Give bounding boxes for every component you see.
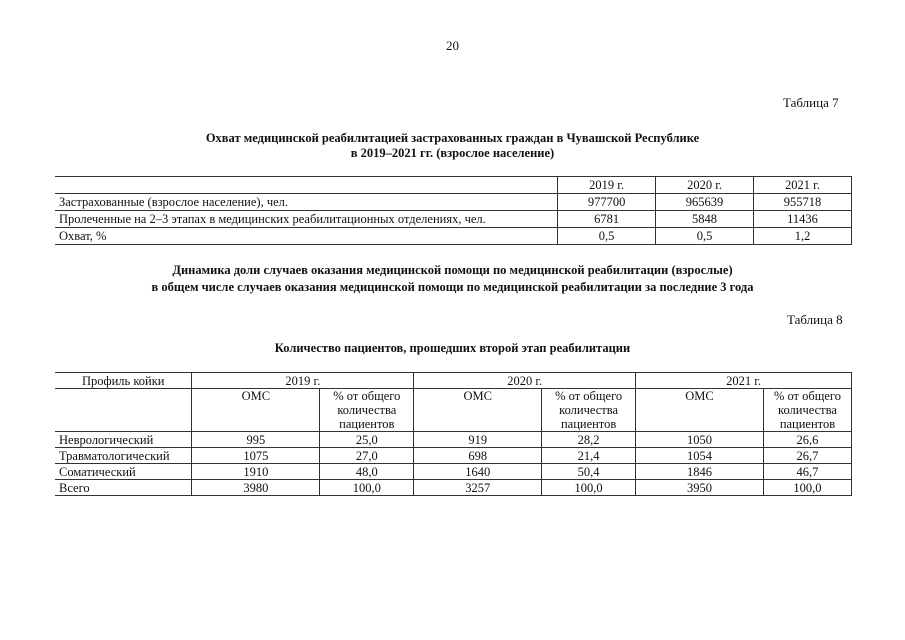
table-cell: 965639 [656,194,754,211]
percent-header-line1: % от общего [555,389,623,403]
table7-label: Таблица 7 [783,95,839,110]
percent-header-line2: количества [778,403,837,417]
table-cell: 1640 [414,464,542,480]
table7-title-line1: Охват медицинской реабилитацией застрахованных граждан в Чувашской Республике [205,131,700,145]
year-header: 2020 г. [656,177,754,194]
year-header: 2021 г. [636,373,852,389]
table-cell: 11436 [754,211,852,228]
table-cell: 3980 [192,480,320,496]
table-cell: 955718 [754,194,852,211]
year-header: 2019 г. [558,177,656,194]
table-header-row [55,177,852,194]
table-cell: 0,5 [656,228,754,245]
percent-header-line3: пациентов [339,417,395,431]
table-row [55,194,852,211]
table-cell: 100,0 [320,480,414,496]
page-number: 20 [446,38,459,53]
percent-header [763,389,851,432]
table-cell: 919 [414,432,542,448]
table-header-row [55,373,852,389]
table-cell: 1846 [636,464,764,480]
table-cell: 46,7 [763,464,851,480]
table7-title [0,131,905,161]
table-cell: 100,0 [763,480,851,496]
row-label: Застрахованные (взрослое население), чел. [55,194,558,211]
table8-label: Таблица 8 [787,312,843,327]
percent-header [542,389,636,432]
table-row [55,211,852,228]
table-cell: 977700 [558,194,656,211]
table-row [55,228,852,245]
table-cell: 0,5 [558,228,656,245]
percent-header-line2: количества [559,403,619,417]
table-cell: 26,6 [763,432,851,448]
row-label: Травматологический [55,448,192,464]
table-cell: 1,2 [754,228,852,245]
table-cell: 6781 [558,211,656,228]
table-row [55,464,852,480]
table-subheader-row [55,389,852,432]
row-label: Охват, % [55,228,558,245]
table-row [55,448,852,464]
table-cell: 995 [192,432,320,448]
table7-title-line2: в 2019–2021 гг. (взрослое население) [350,146,555,160]
year-header: 2019 г. [192,373,414,389]
table-cell: 5848 [656,211,754,228]
table-cell: 48,0 [320,464,414,480]
percent-header-line1: % от общего [333,389,401,403]
table-cell: 698 [414,448,542,464]
table-cell: 27,0 [320,448,414,464]
year-header: 2021 г. [754,177,852,194]
table-row [55,480,852,496]
year-header: 2020 г. [414,373,636,389]
subheader-empty-cell [55,389,192,432]
profile-header: Профиль койки [55,373,192,389]
percent-header-line1: % от общего [773,389,841,403]
table-cell: 50,4 [542,464,636,480]
oms-header: ОМС [414,389,542,432]
table-cell: 1054 [636,448,764,464]
header-empty-cell [55,177,558,194]
table-cell: 25,0 [320,432,414,448]
table8-title: Количество пациентов, прошедших второй этап реабилитации [274,341,631,355]
row-label: Всего [55,480,192,496]
table-cell: 28,2 [542,432,636,448]
table-cell: 26,7 [763,448,851,464]
row-label: Неврологический [55,432,192,448]
section-heading [0,262,905,296]
section-heading-line1: Динамика доли случаев оказания медицинской помощи по медицинской реабилитации (взрослые) [172,263,733,277]
table-cell: 100,0 [542,480,636,496]
oms-header: ОМС [636,389,764,432]
oms-header: ОМС [192,389,320,432]
percent-header-line3: пациентов [560,417,617,431]
table-cell: 1050 [636,432,764,448]
percent-header [320,389,414,432]
percent-header-line3: пациентов [779,417,836,431]
row-label: Соматический [55,464,192,480]
row-label: Пролеченные на 2–3 этапах в медицинских реабилитационных отделениях, чел. [55,211,558,228]
coverage-table [55,176,852,245]
section-heading-line2: в общем числе случаев оказания медицинской помощи по медицинской реабилитации за последние 3 года [151,280,754,294]
patients-table [55,372,852,496]
table-row [55,432,852,448]
table-cell: 3950 [636,480,764,496]
table-cell: 3257 [414,480,542,496]
percent-header-line2: количества [337,403,397,417]
table-cell: 1910 [192,464,320,480]
table-cell: 1075 [192,448,320,464]
table-cell: 21,4 [542,448,636,464]
